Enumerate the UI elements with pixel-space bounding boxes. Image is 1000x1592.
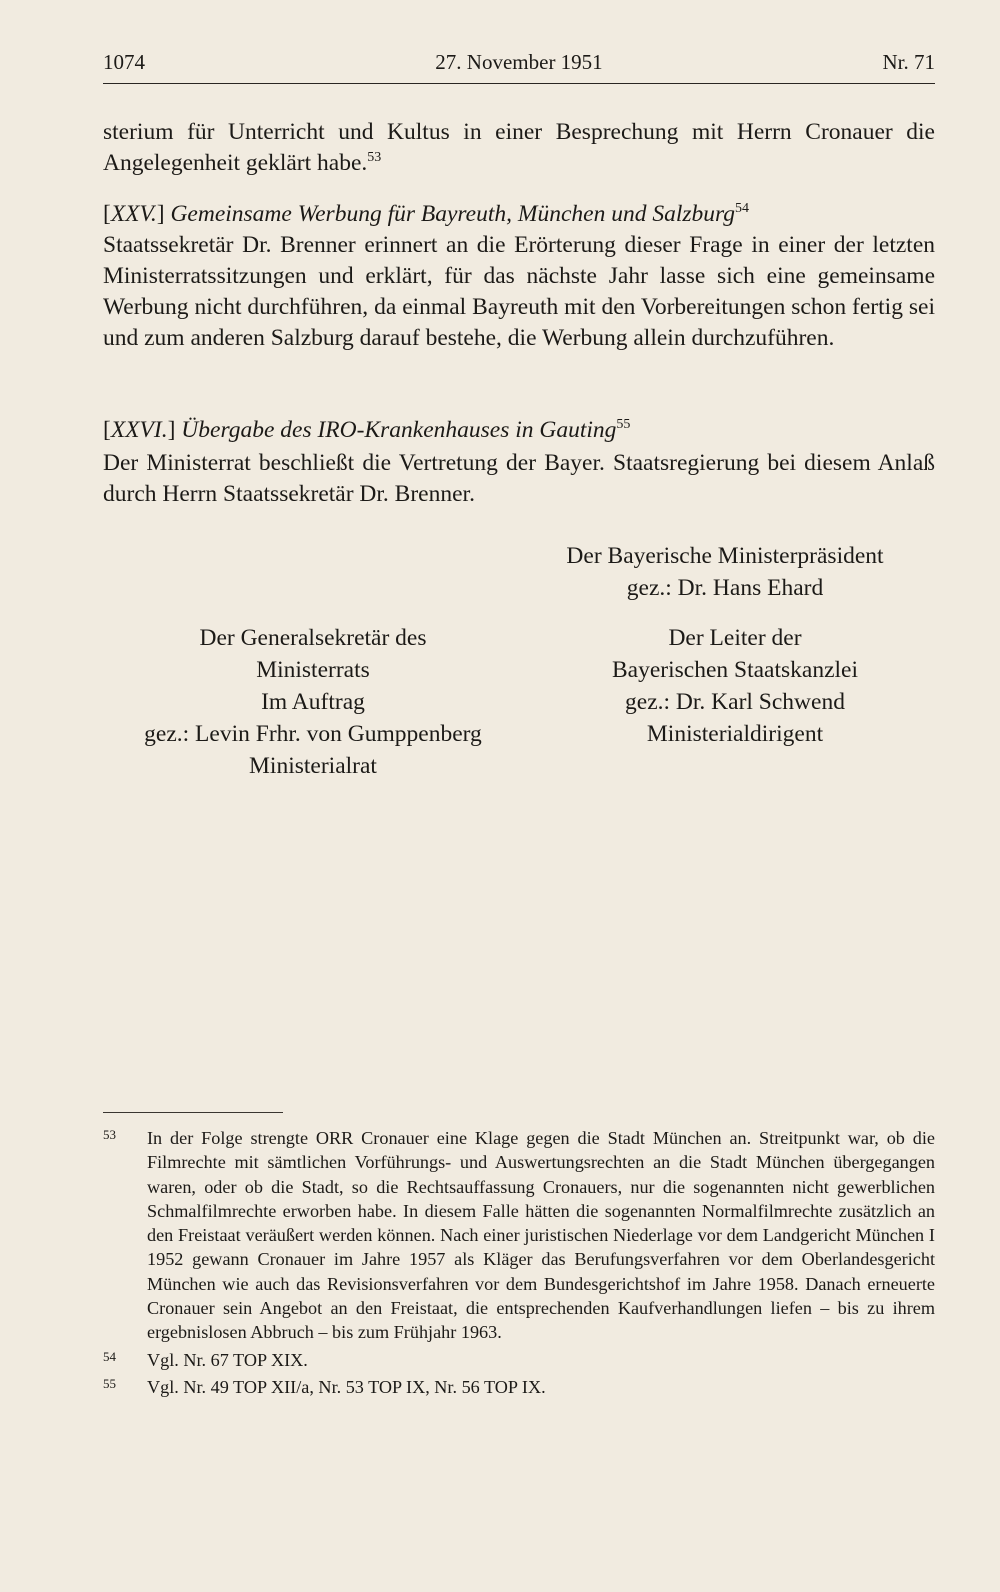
section-xxvi-text: Der Ministerrat beschließt die Vertretung der Bayer. Staatsregierung bei diesem Anlaß durch Herrn Staatssekretär Dr. Brenner.	[103, 450, 935, 507]
header-rule	[103, 83, 935, 84]
section-title: Übergabe des IRO-Krankenhauses in Gauting	[181, 417, 617, 443]
signature-staatskanzlei	[585, 622, 885, 750]
footnote-53	[103, 1126, 935, 1345]
signature-generalsekretaer	[103, 622, 523, 782]
section-title: Gemeinsame Werbung für Bayreuth, München und Salzburg	[170, 201, 736, 227]
section-number: XXV.	[110, 201, 157, 227]
issue-number: Nr. 71	[882, 50, 935, 74]
footnote-55	[103, 1375, 935, 1399]
signature-name: gez.: Levin Frhr. von Gumppenberg	[144, 721, 482, 747]
section-number: XXVI.	[110, 417, 168, 443]
signature-title: Der Bayerische Ministerpräsident	[566, 543, 884, 569]
footnote-54	[103, 1348, 935, 1372]
section-xxv-text: Staatssekretär Dr. Brenner erinnert an die Erörterung dieser Frage in einer der letzten Ministerratssitzungen und erklärt, für das nächste Jahr lasse sich eine gemeinsame Werbung nicht durchführen, da einmal Bayreuth mit den Vorbereitungen schon fertig sei und zum anderen Salzburg darauf bestehe, die Werbung allein durchzuführen.	[103, 232, 935, 351]
footnote-text: Vgl. Nr. 49 TOP XII/a, Nr. 53 TOP IX, Nr. 56 TOP IX.	[147, 1376, 546, 1397]
signature-rank: Ministerialdirigent	[646, 721, 824, 747]
page-number: 1074	[103, 50, 145, 74]
signature-title: Der Generalsekretär des	[199, 625, 427, 651]
footnote-ref-54: 54	[735, 201, 750, 216]
signature-title: Ministerrats	[256, 657, 370, 683]
section-heading-xxvi: [XXVI.] Übergabe des IRO-Krankenhauses in Gauting$^{55}$	[103, 417, 631, 443]
signature-rank: Ministerialrat	[249, 753, 377, 779]
paragraph-text: sterium für Unterricht und Kultus in einer Besprechung mit Herrn Cronauer die Angelegenheit geklärt habe.	[103, 119, 935, 176]
footnote-separator	[103, 1112, 283, 1113]
signature-note: Im Auftrag	[261, 689, 365, 715]
footnote-number: 53	[103, 1127, 116, 1142]
page-header	[103, 50, 935, 80]
signature-ministerpraesident	[535, 540, 915, 604]
footnote-ref-53: 53	[367, 150, 382, 165]
signature-name: gez.: Dr. Hans Ehard	[626, 575, 824, 601]
footnote-ref-55: 55	[616, 417, 631, 432]
footnote-text: Vgl. Nr. 67 TOP XIX.	[147, 1349, 308, 1370]
footnote-number: 55	[103, 1375, 116, 1391]
footnote-number: 54	[103, 1348, 116, 1364]
paragraph-continuation	[103, 117, 935, 179]
footnote-text: In der Folge strengte ORR Cronauer eine Klage gegen die Stadt München an. Streitpunkt war, ob die Filmrechte mit sämtlichen Vorführungs- und Auswertungsrechten an die Stadt München übergegangen waren, oder ob die Stadt, so die Rechtsauffassung Cronauers, nur die sogenannten nicht gewerblichen Schmalfilmrechte erworben habe. In diesem Falle hätten die sogenannten Normalfilmrechte zusätzlich an den Freistaat veräußert werden können. Nach einer juristischen Niederlage vor dem Landgericht München I 1952 gewann Cronauer im Jahre 1957 als Kläger das Berufungsverfahren vor dem Oberlandesgericht München wie auch das Revisionsverfahren vor dem Bundesgerichtshof im Jahre 1958. Danach erneuerte Cronauer sein Angebot an den Freistaat, die entsprechenden Kaufverhandlungen liefen – bis zu ihrem ergebnislosen Abbruch – bis zum Frühjahr 1963.	[147, 1128, 935, 1343]
signature-name: gez.: Dr. Karl Schwend	[625, 689, 845, 715]
header-date: 27. November 1951	[435, 50, 603, 74]
footnotes	[103, 1126, 935, 1402]
signature-title: Bayerischen Staatskanzlei	[611, 657, 858, 683]
signature-title: Der Leiter der	[668, 625, 802, 651]
section-heading-xxv: [XXV.] Gemeinsame Werbung für Bayreuth, München und Salzburg$^{54}$	[103, 201, 750, 227]
